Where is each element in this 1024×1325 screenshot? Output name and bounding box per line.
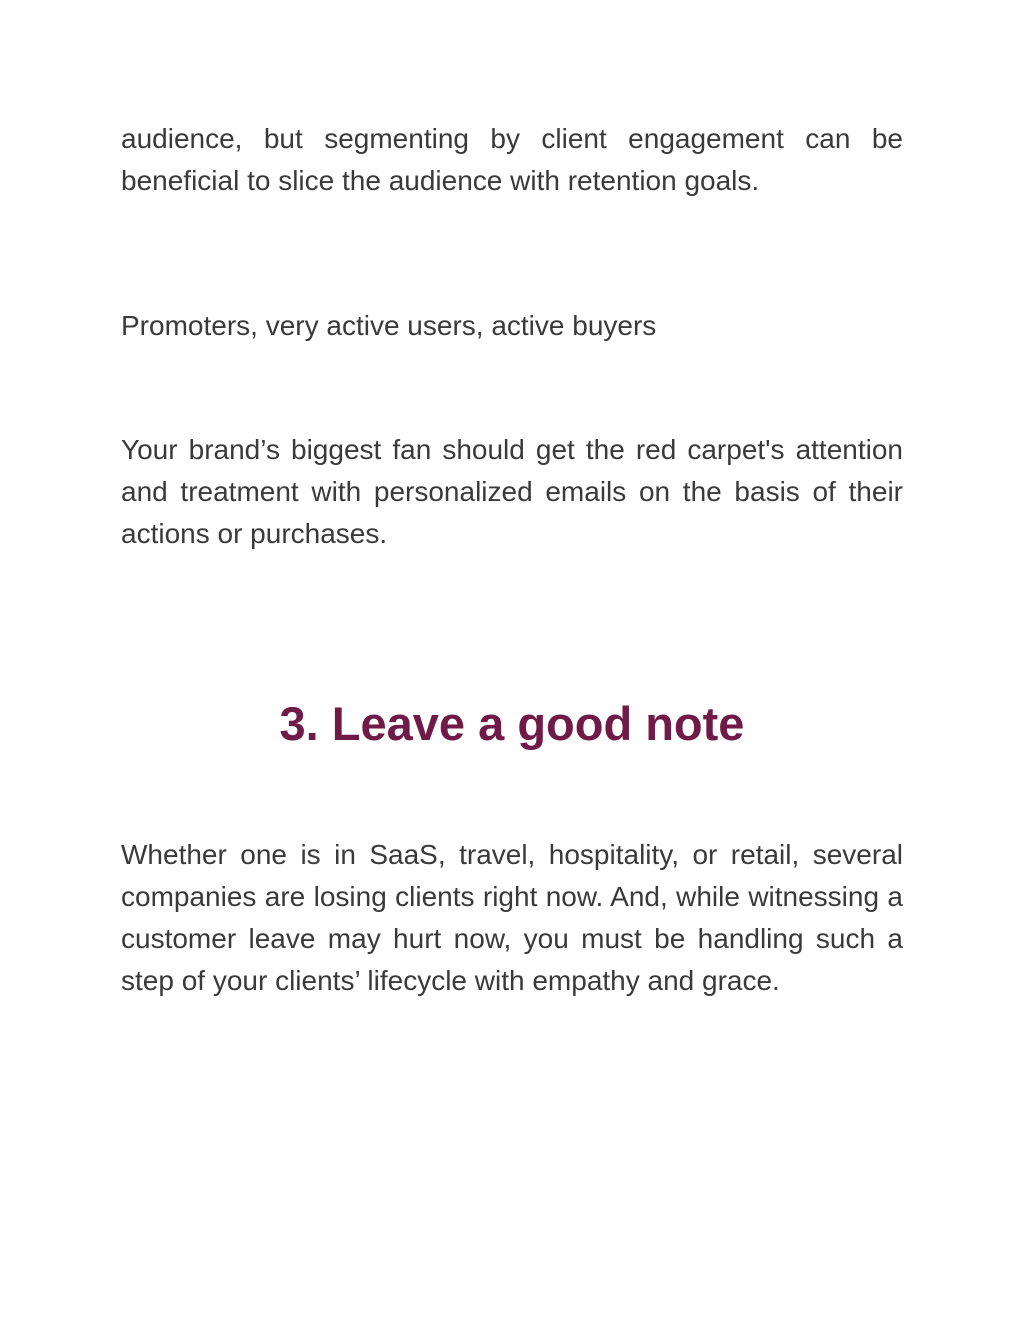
paragraph-losing-clients: Whether one is in SaaS, travel, hospitality, or retail, several companies are losing clients right now. And, while witnessing a customer leave may hurt now, you must be handling such a step of your clients’ lifecycle with empathy and grace.: [121, 839, 903, 996]
paragraph-promoters: Promoters, very active users, active buyers: [121, 310, 657, 341]
section-heading: 3. Leave a good note: [279, 697, 745, 750]
paragraph-brand-fan: Your brand’s biggest fan should get the red carpet's attention and treatment with personalized emails on the basis of their actions or purchases.: [121, 434, 903, 549]
paragraph-audience-segmenting: audience, but segmenting by client engagement can be beneficial to slice the audience with retention goals.: [121, 123, 903, 196]
